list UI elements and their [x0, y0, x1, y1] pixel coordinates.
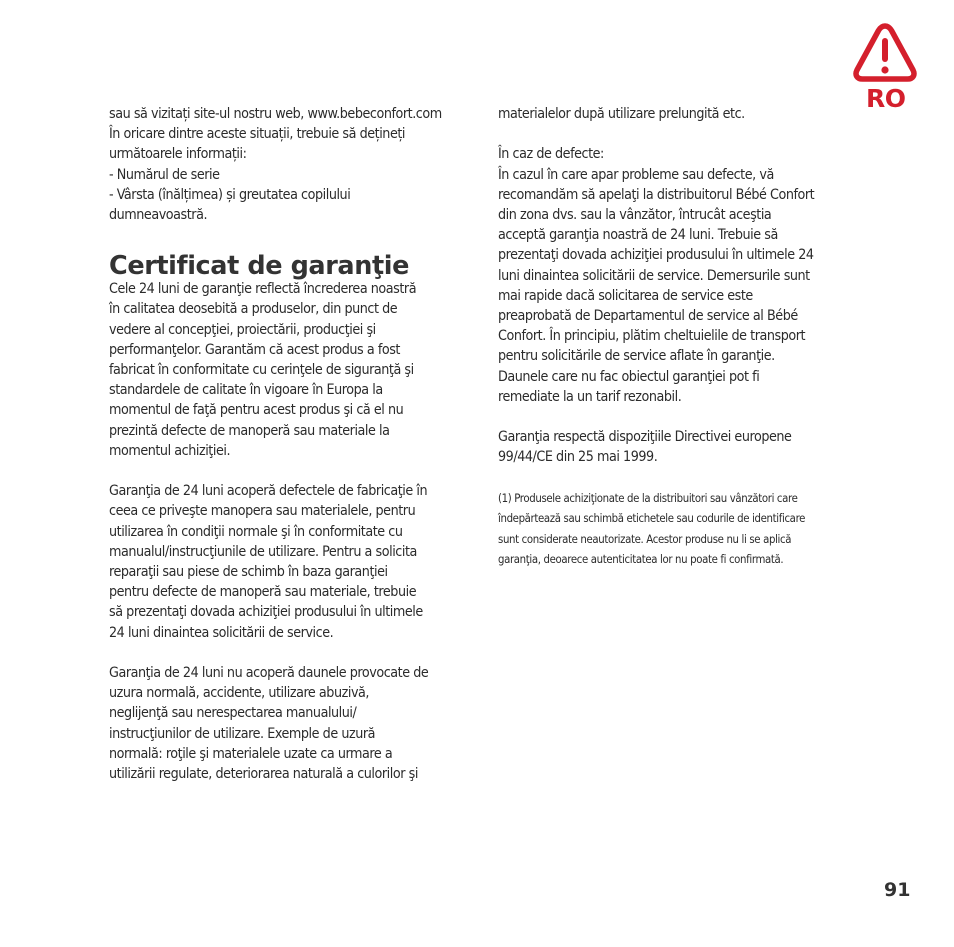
directive-paragraph	[498, 427, 868, 467]
text-line: Confort. În principiu, plătim cheltuielile de transport	[498, 328, 806, 345]
footnote-line: îndepărtează sau schimbă etichetele sau codurile de identificare	[498, 512, 806, 526]
text-line: Garanţia respectă dispoziţiile Directivei europene	[498, 429, 792, 446]
text-line: uzura normală, accidente, utilizare abuzivă,	[109, 685, 370, 702]
text-line: manualul/instrucţiunile de utilizare. Pentru a solicita	[109, 543, 417, 560]
footnote-line: (1) Produsele achiziţionate de la distribuitori sau vânzători care	[498, 491, 798, 505]
text-line: din zona dvs. sau la vânzător, întrucât aceştia	[498, 207, 772, 223]
text-line: ceea ce priveşte manopera sau materialele, pentru	[109, 503, 416, 520]
text-line: luni dinaintea solicitării de service. Demersurile sunt	[498, 267, 810, 284]
intro-paragraph	[109, 104, 469, 225]
text-line: normală: roţile şi materialele uzate ca urmare a	[109, 745, 393, 762]
footnote-line: sunt considerate neautorizate. Acestor produse nu li se aplică	[498, 532, 792, 546]
footnote	[498, 489, 868, 571]
text-line: Garanţia de 24 luni nu acoperă daunele provocate de	[109, 665, 429, 682]
text-line: momentul de faţă pentru acest produs şi că el nu	[109, 402, 404, 419]
left-column	[109, 104, 469, 784]
page-number: 91	[884, 879, 911, 901]
text-line: utilizării regulate, deteriorarea naturală a culorilor şi	[109, 766, 418, 783]
section-title: Certificat de garanţie	[109, 251, 409, 282]
text-line: performanţelor. Garantăm că acest produs a fost	[109, 341, 400, 358]
text-line: 24 luni dinaintea solicitării de service.	[109, 624, 334, 641]
text-line: pentru defecte de manoperă sau materiale, trebuie	[109, 584, 417, 601]
text-line: să prezentaţi dovada achiziţiei produsului în ultimele	[109, 604, 423, 621]
text-line: fabricat în conformitate cu cerinţele de siguranţă şi	[109, 362, 414, 379]
warning-triangle-icon	[852, 22, 918, 82]
text-line: utilizarea în condiţii normale şi în conformitate cu	[109, 523, 403, 540]
text-line: în calitatea deosebită a produselor, din punct de	[109, 301, 398, 318]
text-line: În caz de defecte:	[498, 146, 604, 163]
language-code: RO	[866, 84, 906, 113]
guarantee-paragraph-3	[109, 663, 469, 784]
text-line: Cele 24 luni de garanţie reflectă încrederea noastră	[109, 281, 417, 298]
text-line: instrucţiunilor de utilizare. Exemple de uzură	[109, 725, 376, 742]
text-line: acceptă garanţia noastră de 24 luni. Trebuie să	[498, 227, 778, 244]
defects-paragraph	[498, 144, 868, 407]
text-line: materialelor după utilizare prelungită etc.	[498, 106, 745, 122]
text-line: recomandăm să apelaţi la distribuitorul Bébé Confort	[498, 186, 815, 203]
text-line: În cazul în care apar probleme sau defecte, vă	[498, 166, 774, 183]
text-line: 99/44/CE din 25 mai 1999.	[498, 449, 658, 466]
text-line: remediate la un tarif rezonabil.	[498, 388, 682, 405]
text-line: neglijenţă sau nerespectarea manualului/	[109, 705, 357, 722]
text-line: următoarele informații:	[109, 146, 247, 163]
footnote-line: garanţia, deoarece autenticitatea lor nu poate fi confirmată.	[498, 553, 784, 567]
guarantee-paragraph-1	[109, 279, 469, 461]
text-line: Garanţia de 24 luni acoperă defectele de fabricaţie în	[109, 483, 428, 500]
text-line: sau să vizitați site-ul nostru web, www.bebeconfort.com	[109, 106, 442, 122]
text-line: momentul achiziţiei.	[109, 442, 231, 459]
text-line: vedere al concepţiei, proiectării, producţiei şi	[109, 321, 376, 338]
text-line: mai rapide dacă solicitarea de service este	[498, 287, 753, 304]
continuation-paragraph	[498, 104, 868, 124]
right-column	[498, 104, 868, 571]
text-line: preaprobată de Departamentul de service al Bébé	[498, 308, 798, 325]
text-line: reparaţii sau piese de schimb în baza garanţiei	[109, 564, 388, 581]
text-line: În oricare dintre aceste situații, trebuie să dețineți	[109, 126, 406, 143]
guarantee-paragraph-2	[109, 481, 469, 643]
text-line: - Numărul de serie	[109, 166, 220, 183]
text-line: pentru solicitările de service aflate în garanţie.	[498, 348, 775, 365]
text-line: standardele de calitate în vigoare în Europa la	[109, 382, 383, 399]
text-line: Daunele care nu fac obiectul garanţiei pot fi	[498, 368, 760, 385]
text-line: prezentaţi dovada achiziţiei produsului în ultimele 24	[498, 247, 814, 264]
text-line: dumneavoastră.	[109, 207, 208, 224]
text-line: prezintă defecte de manoperă sau materiale la	[109, 422, 390, 439]
text-line: - Vârsta (înălțimea) și greutatea copilului	[109, 186, 351, 203]
